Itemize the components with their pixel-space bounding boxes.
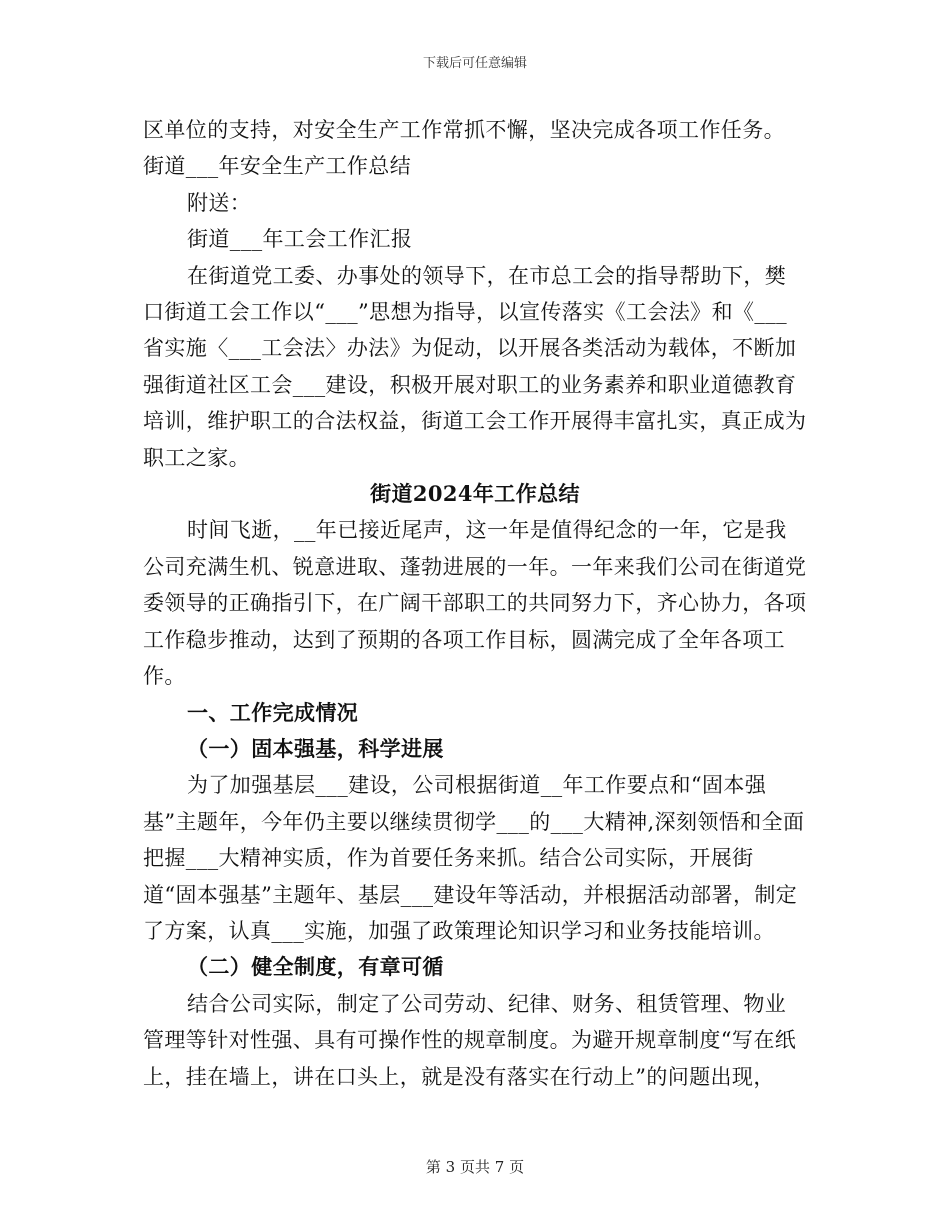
paragraph: 为了加强基层___建设，公司根据街道__年工作要点和“固本强基”主题年，今年仍主要以继续贯彻学___的___大精神,深刻领悟和全面把握___大精神实质，作为首要任务来抓。结合公司实际，开展街道“固本强基”主题年、基层___建设年等活动，并根据活动部署，制定了方案，认真___实施，加强了政策理论知识学习和业务技能培训。 — [143, 773, 805, 943]
paragraph: 在街道党工委、办事处的领导下，在市总工会的指导帮助下，樊口街道工会工作以“___”思想为指导，以宣传落实《工会法》和《___省实施〈___工会法〉办法》为促动，以开展各类活动为载体，不断加强街道社区工会___建设，积极开展对职工的业务素养和职业道德教育培训，维护职工的合法权益，街道工会工作开展得丰富扎实，真正成为职工之家。 — [143, 263, 807, 470]
paragraph: 区单位的支持，对安全生产工作常抓不懈，坚决完成各项工作任务。 — [143, 118, 785, 142]
subsection-heading: （二）健全制度，有章可循 — [187, 954, 444, 980]
section-title: 街道2024年工作总结 — [370, 481, 580, 507]
paragraph: 附送： — [187, 190, 252, 215]
subsection-heading: （一）固本强基，科学进展 — [187, 735, 444, 761]
paragraph: 街道___年安全生产工作总结 — [143, 154, 412, 179]
paragraph: 街道___年工会工作汇报 — [187, 227, 413, 252]
page-header: 下载后可任意编辑 — [422, 56, 527, 71]
paragraph: 结合公司实际，制定了公司劳动、纪律、财务、租赁管理、物业管理等针对性强、具有可操作性的规章制度。为避开规章制度“写在纸上，挂在墙上，讲在口头上，就是没有落实在行动上”的问题出现， — [143, 991, 797, 1089]
page-footer: 第 3 页共 7 页 — [425, 1158, 525, 1176]
paragraph: 时间飞逝，__年已接近尾声，这一年是值得纪念的一年，它是我公司充满生机、锐意进取、蓬勃进展的一年。一年来我们公司在街道党委领导的正确指引下，在广阔干部职工的共同努力下，齐心协力，各项工作稳步推动，达到了预期的各项工作目标，圆满完成了全年各项工作。 — [143, 518, 807, 689]
document-body — [143, 112, 807, 1095]
section-heading: 一、工作完成情况 — [187, 699, 359, 725]
